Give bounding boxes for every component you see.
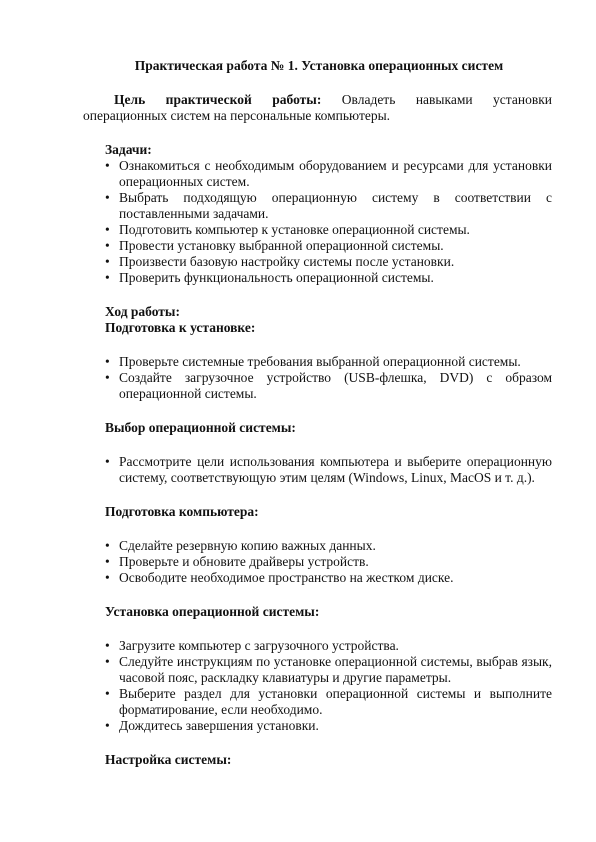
list-item-text: Выберите раздел для установки операционной системы и выполните форматирование, если необходимо.: [119, 686, 552, 717]
progress-sections: [86, 320, 552, 768]
progress-section: [86, 504, 552, 586]
bullet-icon: •: [105, 538, 110, 553]
goal-label: Цель практической работы:: [114, 92, 322, 107]
list-item-text: Освободите необходимое пространство на жестком диске.: [119, 570, 454, 585]
progress-heading: Ход работы:: [105, 304, 180, 319]
list-item-text: Ознакомиться с необходимым оборудованием и ресурсами для установки операционных систем.: [119, 158, 552, 189]
list-item: [86, 370, 552, 402]
progress-section: [86, 604, 552, 734]
goal-paragraph: [83, 92, 552, 124]
list-item-text: Рассмотрите цели использования компьютера и выберите операционную систему, соответствующую этим целям (Windows, Linux, MacOS и т. д.).: [119, 454, 552, 485]
list-item: [86, 238, 552, 254]
list-item: [86, 570, 552, 586]
list-item-text: Проверить функциональность операционной системы.: [119, 270, 434, 285]
section-heading: Настройка системы:: [105, 752, 232, 767]
tasks-list: [86, 158, 552, 286]
list-item-text: Дождитесь завершения установки.: [119, 718, 319, 733]
bullet-icon: •: [105, 222, 110, 237]
list-item-text: Создайте загрузочное устройство (USB-флешка, DVD) с образом операционной системы.: [119, 370, 552, 401]
section-list: [86, 538, 552, 586]
bullet-icon: •: [105, 554, 110, 569]
list-item: [86, 354, 552, 370]
bullet-icon: •: [105, 370, 110, 385]
bullet-icon: •: [105, 654, 110, 669]
list-item-text: Провести установку выбранной операционной системы.: [119, 238, 444, 253]
tasks-section: [86, 142, 552, 286]
section-heading: Выбор операционной системы:: [105, 420, 296, 435]
progress-section: [86, 320, 552, 402]
list-item-text: Проверьте системные требования выбранной операционной системы.: [119, 354, 521, 369]
list-item-text: Сделайте резервную копию важных данных.: [119, 538, 376, 553]
list-item: [86, 158, 552, 190]
list-item: [86, 654, 552, 686]
list-item: [86, 222, 552, 238]
bullet-icon: •: [105, 570, 110, 585]
bullet-icon: •: [105, 238, 110, 253]
list-item: [86, 270, 552, 286]
list-item: [86, 254, 552, 270]
list-item-text: Следуйте инструкциям по установке операционной системы, выбрав язык, часовой пояс, раскладку клавиатуры и другие параметры.: [119, 654, 552, 685]
bullet-icon: •: [105, 638, 110, 653]
page-title: Практическая работа № 1. Установка операционных систем: [134, 58, 504, 73]
list-item: [86, 538, 552, 554]
section-heading: Установка операционной системы:: [105, 604, 320, 619]
bullet-icon: •: [105, 686, 110, 701]
list-item: [86, 718, 552, 734]
list-item: [86, 554, 552, 570]
list-item-text: Выбрать подходящую операционную систему в соответствии с поставленными задачами.: [119, 190, 552, 221]
section-list: [86, 354, 552, 402]
bullet-icon: •: [105, 158, 110, 173]
progress-section: [86, 752, 552, 768]
bullet-icon: •: [105, 718, 110, 733]
bullet-icon: •: [105, 254, 110, 269]
progress-section: [86, 420, 552, 486]
list-item: [86, 686, 552, 718]
section-heading: Подготовка к установке:: [105, 320, 256, 335]
bullet-icon: •: [105, 454, 110, 469]
list-item: [86, 190, 552, 222]
section-heading: Подготовка компьютера:: [105, 504, 259, 519]
list-item-text: Произвести базовую настройку системы после установки.: [119, 254, 455, 269]
list-item: [86, 454, 552, 486]
section-list: [86, 638, 552, 734]
bullet-icon: •: [105, 354, 110, 369]
tasks-heading: Задачи:: [105, 142, 152, 157]
bullet-icon: •: [105, 270, 110, 285]
list-item-text: Подготовить компьютер к установке операционной системы.: [119, 222, 470, 237]
list-item-text: Загрузите компьютер с загрузочного устройства.: [119, 638, 399, 653]
bullet-icon: •: [105, 190, 110, 205]
list-item-text: Проверьте и обновите драйверы устройств.: [119, 554, 369, 569]
section-list: [86, 454, 552, 486]
list-item: [86, 638, 552, 654]
goal-text: Овладеть навыками установки операционных систем на персональные компьютеры.: [83, 92, 552, 123]
